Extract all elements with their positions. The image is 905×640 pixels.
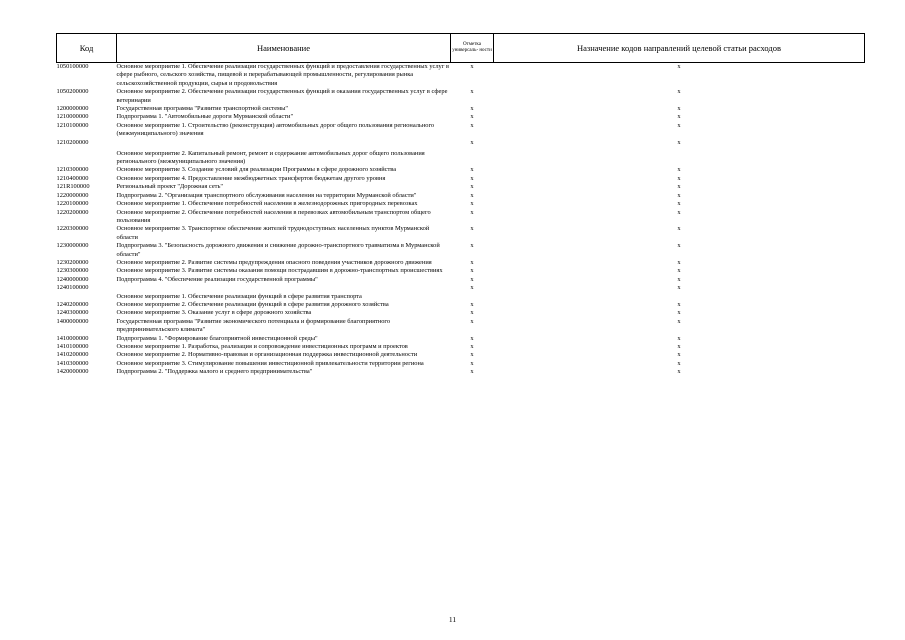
row-code: 1240100000 bbox=[56, 284, 89, 292]
table-row bbox=[57, 225, 865, 242]
row-purpose: x bbox=[677, 359, 681, 367]
row-code: 1410300000 bbox=[56, 359, 89, 367]
row-name: Подпрограмма 2. "Поддержка малого и среднего предпринимательства" bbox=[116, 368, 313, 376]
row-name: Основное мероприятие 3. Создание условий для реализации Программы в сфере дорожного хозяйства bbox=[116, 166, 397, 174]
row-universality-mark: x bbox=[470, 138, 474, 146]
row-purpose: x bbox=[677, 105, 681, 113]
table-row bbox=[57, 309, 865, 317]
row-universality-mark: x bbox=[470, 88, 474, 96]
row-code: 1210400000 bbox=[56, 174, 89, 182]
row-code: 1200000000 bbox=[56, 105, 89, 113]
row-purpose: x bbox=[677, 174, 681, 182]
row-code: 1230000000 bbox=[56, 242, 89, 250]
table-row bbox=[57, 343, 865, 351]
header-name: Наименование bbox=[117, 34, 451, 63]
table-row bbox=[57, 192, 865, 200]
table-row bbox=[57, 360, 865, 368]
row-code: 1210100000 bbox=[56, 121, 89, 129]
row-purpose: x bbox=[677, 138, 681, 146]
row-name: Основное мероприятие 3. Оказание услуг в сфере дорожного хозяйства bbox=[116, 309, 312, 317]
row-purpose: x bbox=[677, 63, 681, 70]
table-row bbox=[57, 113, 865, 121]
row-code: 121R100000 bbox=[56, 183, 90, 191]
row-code: 1400000000 bbox=[56, 317, 89, 325]
row-code: 1410100000 bbox=[56, 343, 89, 350]
row-name: Основное мероприятие 2. Нормативно-правовая и организационная поддержка инвестиционной деятельности bbox=[116, 351, 418, 359]
row-code bbox=[57, 293, 117, 301]
row-name: Основное мероприятие 2. Обеспечение реализации государственных функций и оказания государственных услуг в сфере ветеринарии bbox=[116, 88, 448, 104]
table-row bbox=[57, 259, 865, 267]
row-universality-mark bbox=[451, 150, 494, 167]
row-universality-mark: x bbox=[470, 174, 474, 182]
row-name: Основное мероприятие 1. Обеспечение реализации государственных функций и предоставления государственных услуг в сфере рыбного, сельского хозяйства, пищевой и перерабатывающей промышленности, регулирования рынка сельскохозяйственной продукции, сырья и продовольствия bbox=[116, 63, 449, 87]
row-universality-mark: x bbox=[470, 121, 474, 129]
row-universality-mark: x bbox=[470, 275, 474, 283]
row-universality-mark bbox=[451, 293, 494, 301]
row-purpose: x bbox=[677, 258, 681, 266]
row-universality-mark: x bbox=[470, 267, 474, 275]
row-purpose: x bbox=[677, 300, 681, 308]
table-row bbox=[57, 284, 865, 292]
table-row bbox=[57, 335, 865, 343]
row-universality-mark: x bbox=[470, 351, 474, 359]
header-purpose: Назначение кодов направлений целевой статьи расходов bbox=[494, 34, 865, 63]
row-purpose: x bbox=[677, 183, 681, 191]
row-purpose: x bbox=[677, 208, 681, 216]
row-code: 1210300000 bbox=[56, 166, 89, 174]
table-row bbox=[57, 301, 865, 309]
table-body bbox=[57, 63, 865, 377]
row-purpose: x bbox=[677, 191, 681, 199]
row-purpose: x bbox=[677, 309, 681, 317]
row-purpose: x bbox=[677, 284, 681, 292]
row-universality-mark: x bbox=[470, 309, 474, 317]
row-name: Подпрограмма 2. "Организация транспортного обслуживания населения на территории Мурманской области" bbox=[116, 191, 417, 199]
row-purpose: x bbox=[677, 242, 681, 250]
row-purpose bbox=[494, 293, 865, 301]
row-name: Государственная программа "Развитие транспортной системы" bbox=[116, 105, 289, 113]
row-universality-mark: x bbox=[470, 343, 474, 350]
row-name: Подпрограмма 4. "Обеспечение реализации государственной программы" bbox=[116, 275, 318, 283]
row-name bbox=[117, 284, 451, 292]
row-code: 1230300000 bbox=[56, 267, 89, 275]
row-purpose: x bbox=[677, 368, 681, 376]
row-purpose: x bbox=[677, 88, 681, 96]
row-universality-mark: x bbox=[470, 113, 474, 121]
row-universality-mark: x bbox=[470, 359, 474, 367]
row-universality-mark: x bbox=[470, 191, 474, 199]
table-row bbox=[57, 183, 865, 191]
table-row bbox=[57, 88, 865, 105]
row-purpose: x bbox=[677, 334, 681, 342]
row-name: Подпрограмма 1. "Автомобильные дороги Мурманской области" bbox=[116, 113, 294, 121]
row-name: Основное мероприятие 1. Обеспечение реализации функций в сфере развития транспорта bbox=[116, 292, 362, 300]
row-name: Государственная программа "Развитие экономического потенциала и формирование благоприятного предпринимательского климата" bbox=[116, 317, 391, 334]
table-row bbox=[57, 368, 865, 376]
row-purpose: x bbox=[677, 275, 681, 283]
row-name: Основное мероприятие 3. Стимулирование повышения инвестиционной привлекательности территории региона bbox=[116, 359, 424, 367]
row-name: Основное мероприятие 1. Разработка, реализация и сопровождение инвестиционных программ и проектов bbox=[116, 343, 408, 350]
row-name: Подпрограмма 3. "Безопасность дорожного движения и снижение дорожно-транспортного травматизма в Мурманской области" bbox=[116, 242, 440, 258]
row-purpose: x bbox=[677, 225, 681, 233]
row-universality-mark: x bbox=[470, 317, 474, 325]
row-purpose: x bbox=[677, 343, 681, 350]
table-row bbox=[57, 242, 865, 259]
row-code: 1210200000 bbox=[56, 138, 89, 146]
row-universality-mark: x bbox=[470, 242, 474, 250]
table-row bbox=[57, 351, 865, 359]
row-universality-mark: x bbox=[470, 368, 474, 376]
row-code: 1050100000 bbox=[56, 63, 89, 70]
row-purpose: x bbox=[677, 166, 681, 174]
row-purpose bbox=[494, 150, 865, 167]
row-code: 1050200000 bbox=[56, 88, 89, 96]
row-code: 1410000000 bbox=[56, 334, 89, 342]
row-universality-mark: x bbox=[470, 225, 474, 233]
row-code: 1220100000 bbox=[56, 200, 89, 208]
table-header-row bbox=[57, 34, 865, 63]
row-name: Основное мероприятие 2. Капитальный ремонт, ремонт и содержание автомобильных дорог общего пользования регионального (межмуниципального значения) bbox=[116, 149, 425, 166]
row-code: 1220300000 bbox=[56, 225, 89, 233]
row-code: 1410200000 bbox=[56, 351, 89, 359]
row-code: 1210000000 bbox=[56, 113, 89, 121]
table-row bbox=[57, 175, 865, 183]
row-code: 1240300000 bbox=[56, 309, 89, 317]
row-universality-mark: x bbox=[470, 208, 474, 216]
row-code: 1220200000 bbox=[56, 208, 89, 216]
page-number: 11 bbox=[448, 615, 457, 624]
row-code: 1420000000 bbox=[56, 368, 89, 376]
row-purpose: x bbox=[677, 113, 681, 121]
table-row bbox=[57, 267, 865, 275]
row-name: Основное мероприятие 1. Строительство (реконструкция) автомобильных дорог общего пользования регионального (межмуниципального) значения bbox=[116, 121, 435, 138]
table-row bbox=[57, 63, 865, 89]
row-universality-mark: x bbox=[470, 258, 474, 266]
table-row bbox=[57, 200, 865, 208]
target-codes-table bbox=[56, 33, 865, 377]
table-row bbox=[57, 139, 865, 150]
row-universality-mark: x bbox=[470, 200, 474, 208]
row-name: Основное мероприятие 2. Обеспечение реализации функций в сфере развития дорожного хозяйства bbox=[116, 300, 389, 308]
row-purpose: x bbox=[677, 317, 681, 325]
row-purpose: x bbox=[677, 121, 681, 129]
row-universality-mark: x bbox=[470, 183, 474, 191]
row-code: 1220000000 bbox=[56, 191, 89, 199]
row-universality-mark: x bbox=[470, 284, 474, 292]
row-universality-mark: x bbox=[470, 105, 474, 113]
table-row bbox=[57, 150, 865, 167]
row-code bbox=[57, 150, 117, 167]
table-row bbox=[57, 318, 865, 335]
row-code: 1240000000 bbox=[56, 275, 89, 283]
row-universality-mark: x bbox=[470, 334, 474, 342]
row-name: Региональный проект "Дорожная сеть" bbox=[116, 183, 223, 191]
row-universality-mark: x bbox=[470, 300, 474, 308]
row-universality-mark: x bbox=[470, 166, 474, 174]
table-row bbox=[57, 105, 865, 113]
table-row bbox=[57, 166, 865, 174]
row-universality-mark: x bbox=[470, 63, 474, 70]
table-row bbox=[57, 209, 865, 226]
table-row bbox=[57, 293, 865, 301]
row-code: 1240200000 bbox=[56, 300, 89, 308]
row-name: Основное мероприятие 2. Обеспечение потребностей населения в перевозках автомобильным транспортом общего пользования bbox=[116, 208, 431, 224]
table-row bbox=[57, 276, 865, 284]
row-name: Основное мероприятие 4. Предоставление межбюджетных трансфертов бюджетам другого уровня bbox=[116, 174, 386, 182]
row-code: 1230200000 bbox=[56, 258, 89, 266]
row-name bbox=[117, 139, 451, 150]
row-purpose: x bbox=[677, 267, 681, 275]
row-name: Основное мероприятие 3. Развитие системы оказания помощи пострадавшим в дорожно-транспортных происшествиях bbox=[116, 267, 443, 275]
row-purpose: x bbox=[677, 351, 681, 359]
row-name: Основное мероприятие 1. Обеспечение потребностей населения в железнодорожных пригородных перевозках bbox=[116, 200, 418, 208]
row-name: Основное мероприятие 2. Развитие системы предупреждения опасного поведения участников дорожного движения bbox=[116, 258, 432, 266]
table-row bbox=[57, 122, 865, 139]
row-name: Подпрограмма 1. "Формирование благоприятной инвестиционной среды" bbox=[116, 334, 318, 342]
row-name: Основное мероприятие 3. Транспортное обеспечение жителей труднодоступных населенных пунктов Мурманской области bbox=[116, 225, 430, 241]
header-universality-mark: Отметка универсаль- ности bbox=[451, 34, 494, 63]
row-purpose: x bbox=[677, 200, 681, 208]
header-code: Код bbox=[57, 34, 117, 63]
